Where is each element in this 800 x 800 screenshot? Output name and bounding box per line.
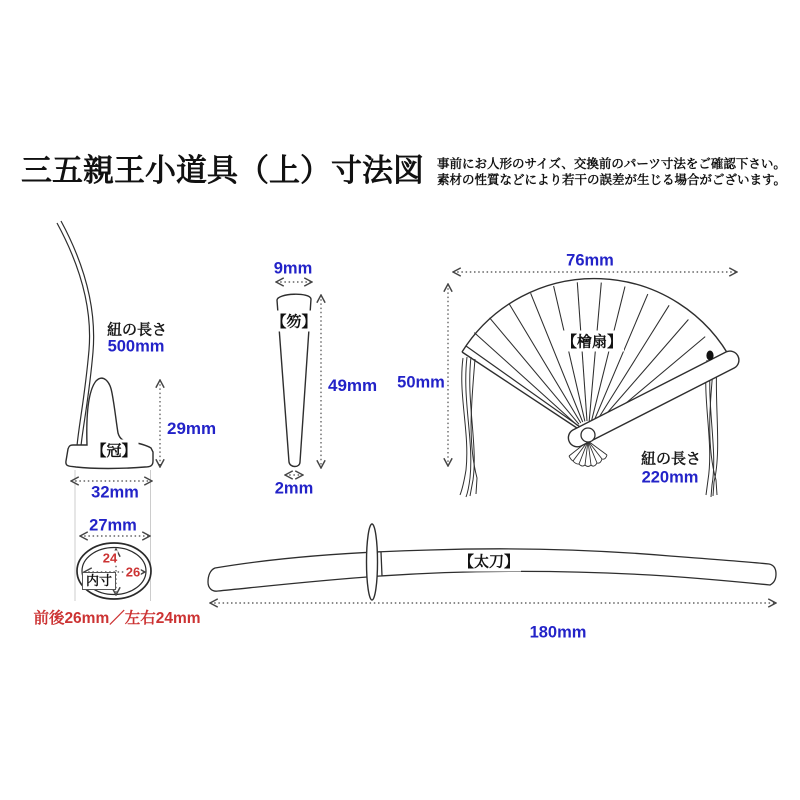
crown-height-label: 29mm [167,419,217,438]
shaku-name-label: 【笏】 [269,311,318,332]
crown-width32-label: 32mm [91,483,139,502]
fan-name-label: 【檜扇】 [560,331,624,352]
crown-name-label: 【冠】 [89,440,138,461]
inner-size-note: 前後26mm／左右24mm [33,610,201,627]
sword-tsuba [367,524,378,600]
inner-size-label: 内寸 [82,572,116,590]
sword-length-label: 180mm [529,623,587,642]
crown-antenna [57,223,90,446]
shaku-length-label: 49mm [328,376,378,395]
fan-width-label: 76mm [566,251,614,270]
fan-left-tassel [460,357,477,497]
sword-name-label: 【太刀】 [457,551,521,572]
fan-pivot-rivet [581,428,595,442]
fan-cord-label: 紐の長さ [640,450,702,468]
inner-width-label: 26 [125,564,141,580]
fan-height-label: 50mm [397,373,445,392]
fan-cord-knot [706,351,713,361]
fan-cord-length: 220mm [641,468,699,487]
shaku-top-width-label: 9mm [273,259,313,278]
inner-depth-label: 24 [102,550,118,566]
notice-line-1: 事前にお人形のサイズ、交換前のパーツ寸法をご確認下さい。 [437,157,786,171]
notice-line-2: 素材の性質などにより若干の誤差が生じる場合がございます。 [437,173,787,187]
crown-cord-length: 500mm [107,337,165,356]
crown-width27-label: 27mm [89,516,137,535]
crown-cord-label: 紐の長さ [106,321,168,339]
page-title: 三五親王小道具（上）寸法図 [21,153,424,188]
shaku-bottom-width-label: 2mm [274,479,314,498]
